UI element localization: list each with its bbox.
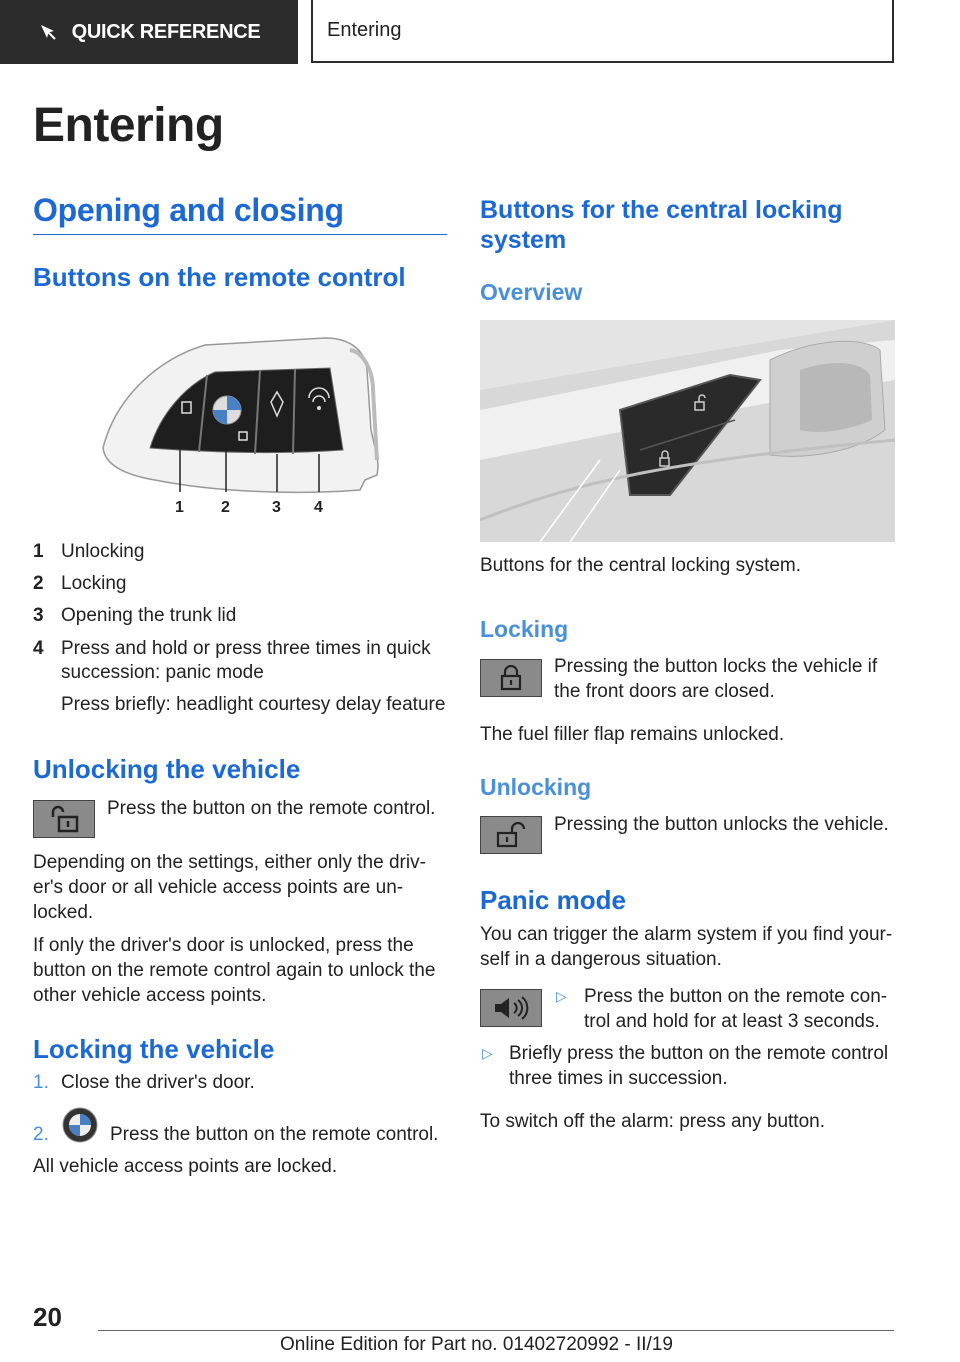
lock-button-image [480, 659, 542, 697]
legend-text-4: Press and hold or press three times in quick [61, 638, 431, 659]
panic-text-l2: self in a dangerous situation. [480, 949, 722, 970]
pointer-hand-icon [38, 22, 58, 42]
legend-text-4b: succession: panic mode [61, 662, 264, 683]
locking-text-l2: the front doors are closed. [554, 681, 775, 702]
panic-text-l1: You can trigger the alarm system if you find your- [480, 924, 893, 945]
legend-text-2: Locking [61, 573, 127, 594]
image-caption: Buttons for the central locking system. [480, 555, 802, 576]
unlock-p1-l3: locked. [33, 902, 94, 923]
panic-bullet-2-l2: three times in succession. [509, 1068, 728, 1089]
footer-rule [98, 1330, 894, 1331]
panic-bullet-2-l1: Briefly press the button on the remote control [509, 1043, 889, 1064]
legend-num-4: 4 [33, 638, 44, 659]
unlock-button-image [33, 800, 95, 838]
unlock-p2-l2: button on the remote control again to unlock the [33, 960, 436, 981]
heading-opening-closing: Opening and closing [33, 192, 344, 228]
unlock-p1-l1: Depending on the settings, either only the driv- [33, 852, 426, 873]
unlock-icon [47, 805, 81, 833]
legend-num-1: 1 [33, 541, 44, 562]
unlocking-text: Pressing the button unlocks the vehicle. [554, 814, 889, 835]
lock-result: All vehicle access points are locked. [33, 1156, 338, 1177]
heading-locking-vehicle: Locking the vehicle [33, 1034, 275, 1064]
heading-locking: Locking [480, 616, 569, 642]
key-label-1: 1 [175, 499, 184, 516]
unlock-p1-l2: er's door or all vehicle access points are un- [33, 877, 404, 898]
door-panel-image [480, 320, 895, 542]
key-label-2: 2 [221, 499, 230, 516]
fuel-text: The fuel filler flap remains unlocked. [480, 724, 785, 745]
panic-button-image [480, 989, 542, 1027]
panic-bullet-1-l1: Press the button on the remote con- [584, 986, 888, 1007]
remote-key-image [95, 330, 390, 520]
unlock-line-1: Press the button on the remote control. [107, 798, 436, 819]
unlock-p2-l3: other vehicle access points. [33, 985, 267, 1006]
lock-step-num-2: 2. [33, 1124, 49, 1145]
heading-unlocking: Unlocking [480, 774, 592, 800]
unlock-button-image-2 [480, 816, 542, 854]
bmw-logo-icon [62, 1107, 98, 1143]
heading-overview: Overview [480, 279, 583, 305]
lock-step-text-2: Press the button on the remote control. [110, 1124, 439, 1145]
legend-text-4c: Press briefly: headlight courtesy delay feature [61, 694, 446, 715]
heading-central-locking-l1: Buttons for the central locking [480, 196, 843, 224]
page-number: 20 [33, 1302, 62, 1332]
lock-step-text-1: Close the driver's door. [61, 1072, 255, 1093]
horn-icon [491, 995, 531, 1021]
bullet-triangle-icon: ▷ [556, 988, 567, 1004]
heading-unlocking-vehicle: Unlocking the vehicle [33, 754, 301, 784]
lock-step-num-1: 1. [33, 1072, 49, 1093]
legend-num-3: 3 [33, 605, 44, 626]
page-title: Entering [33, 99, 224, 152]
key-label-4: 4 [314, 499, 323, 516]
heading-remote-buttons: Buttons on the remote control [33, 262, 406, 292]
key-label-3: 3 [272, 499, 281, 516]
panic-bullet-1-l2: trol and hold for at least 3 seconds. [584, 1011, 880, 1032]
heading-central-locking-l2: system [480, 226, 567, 254]
unlock-p2-l1: If only the driver's door is unlocked, press the [33, 935, 414, 956]
locking-text-l1: Pressing the button locks the vehicle if [554, 656, 878, 677]
section-tab[interactable] [0, 0, 298, 64]
heading-rule [33, 234, 447, 235]
legend-text-3: Opening the trunk lid [61, 605, 237, 626]
footer-edition: Online Edition for Part no. 01402720992 - II/19 [280, 1334, 673, 1355]
section-label: QUICK REFERENCE [71, 20, 261, 43]
chapter-label: Entering [327, 19, 402, 41]
heading-panic-mode: Panic mode [480, 885, 626, 915]
unlock-icon-small [496, 822, 526, 848]
switch-off-text: To switch off the alarm: press any button. [480, 1111, 825, 1132]
chapter-header [311, 0, 894, 63]
legend-text-1: Unlocking [61, 541, 145, 562]
lock-icon [500, 665, 522, 691]
bullet-triangle-icon: ▷ [482, 1045, 493, 1061]
legend-num-2: 2 [33, 573, 44, 594]
